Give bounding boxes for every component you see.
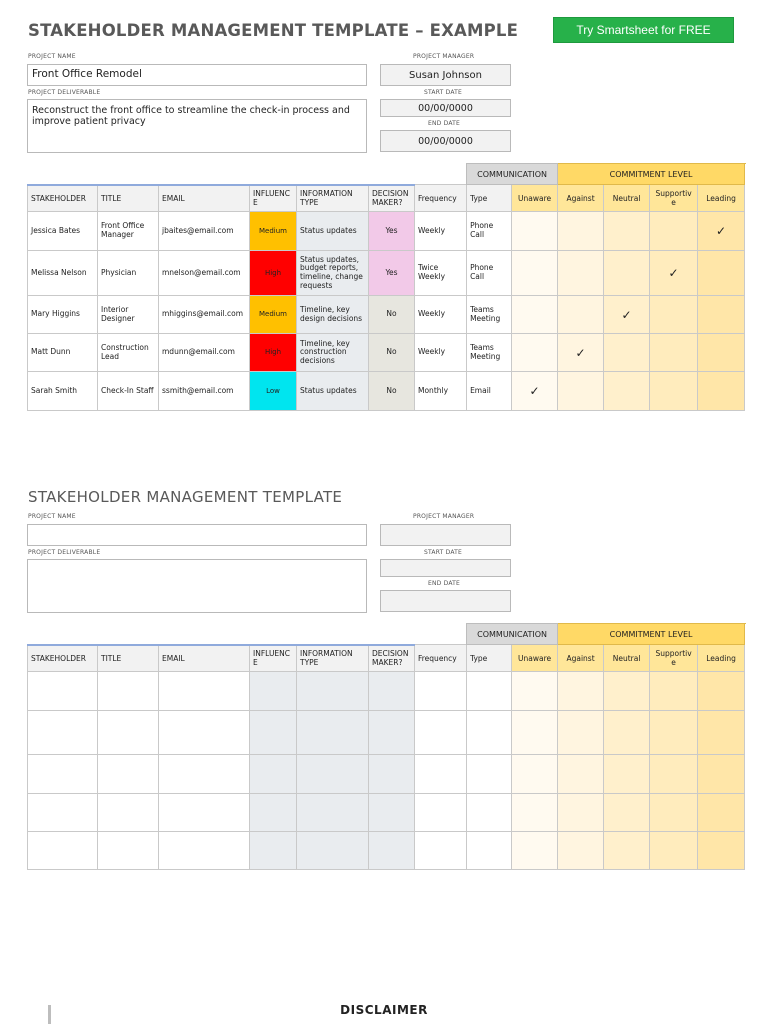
email-col-header: EMAIL [159,185,250,212]
stakeholder-cell[interactable] [28,711,98,755]
title-cell[interactable] [98,832,159,870]
table-row [28,672,745,711]
template-end-date-field[interactable] [380,590,511,612]
check-mark-icon: ✓ [668,266,679,280]
influence-col-header: INFLUENC E [250,645,297,672]
email-cell[interactable]: mhiggins@email.com [159,296,250,334]
template-start-date-label: START DATE [424,549,463,556]
neutral-cell[interactable] [604,251,650,296]
table-row [28,296,745,334]
project-deliverable-label: PROJECT DELIVERABLE [28,89,101,96]
against-cell[interactable] [558,711,604,755]
communication-group-header: COMMUNICATION [467,164,558,185]
check-mark-icon: ✓ [575,345,586,360]
information-type-cell[interactable]: Status updates, budget reports, timeline, change requests [297,251,369,296]
decision-maker-cell[interactable] [369,672,415,711]
table-row [28,832,745,870]
leading-cell[interactable] [698,212,745,251]
neutral-cell[interactable] [604,372,650,411]
frequency-cell[interactable]: Weekly [415,334,467,372]
leading-cell[interactable] [698,832,745,870]
neutral-cell[interactable] [604,296,650,334]
example-title: STAKEHOLDER MANAGEMENT TEMPLATE – EXAMPLE [28,21,519,40]
influence-cell[interactable]: High [250,251,297,296]
against-cell[interactable] [558,794,604,832]
title-cell[interactable] [98,794,159,832]
supportive-col-header: Supportiv e [650,185,698,212]
frequency-cell[interactable] [415,672,467,711]
email-cell[interactable]: mnelson@email.com [159,251,250,296]
information-type-col-header: INFORMATION TYPE [297,645,369,672]
stakeholder-cell[interactable]: Mary Higgins [28,296,98,334]
disclaimer-heading: DISCLAIMER [340,1003,428,1017]
start-date-field[interactable]: 00/00/0000 [380,99,511,117]
neutral-cell[interactable] [604,212,650,251]
unaware-cell[interactable] [512,832,558,870]
leading-cell[interactable] [698,711,745,755]
stakeholder-cell[interactable] [28,832,98,870]
template-project-deliverable-field[interactable] [27,559,367,613]
influence-cell[interactable] [250,794,297,832]
influence-cell[interactable] [250,711,297,755]
stakeholder-col-header: STAKEHOLDER [28,185,98,212]
unaware-cell[interactable] [512,672,558,711]
leading-col-header: Leading [698,185,745,212]
title-cell[interactable]: Physician [98,251,159,296]
type-cell[interactable] [467,672,512,711]
frequency-cell[interactable]: Weekly [415,212,467,251]
decision-maker-col-header: DECISION MAKER? [369,645,415,672]
supportive-cell[interactable] [650,296,698,334]
title-cell[interactable]: Interior Designer [98,296,159,334]
table-row [28,251,745,296]
stakeholder-col-header: STAKEHOLDER [28,645,98,672]
email-col-header: EMAIL [159,645,250,672]
check-mark-icon: ✓ [716,224,727,238]
against-cell[interactable] [558,832,604,870]
neutral-cell[interactable] [604,711,650,755]
table-row [28,372,745,411]
neutral-cell[interactable] [604,794,650,832]
frequency-col-header: Frequency [415,185,467,212]
check-mark-icon: ✓ [621,307,632,322]
decision-maker-cell[interactable]: Yes [369,251,415,296]
unaware-col-header: Unaware [512,645,558,672]
email-cell[interactable] [159,672,250,711]
email-cell[interactable]: ssmith@email.com [159,372,250,411]
frequency-cell[interactable]: Weekly [415,296,467,334]
decision-maker-col-header: DECISION MAKER? [369,185,415,212]
template-project-name-label: PROJECT NAME [28,513,76,520]
template-end-date-label: END DATE [428,580,461,587]
email-cell[interactable] [159,755,250,794]
unaware-cell[interactable] [512,296,558,334]
influence-cell[interactable]: Medium [250,212,297,251]
against-cell[interactable] [558,334,604,372]
type-cell[interactable]: Email [467,372,512,411]
template-start-date-field[interactable] [380,559,511,577]
frequency-cell[interactable] [415,832,467,870]
influence-cell[interactable]: Medium [250,296,297,334]
end-date-field[interactable]: 00/00/0000 [380,130,511,152]
leading-cell[interactable] [698,251,745,296]
neutral-col-header: Neutral [604,185,650,212]
leading-cell[interactable] [698,794,745,832]
decision-maker-cell[interactable] [369,794,415,832]
start-date-label: START DATE [424,89,463,96]
project-deliverable-field[interactable]: Reconstruct the front office to streamline the check-in process and improve patient privacy [27,99,367,153]
against-cell[interactable] [558,672,604,711]
neutral-cell[interactable] [604,832,650,870]
title-col-header: TITLE [98,185,159,212]
type-cell[interactable]: Phone Call [467,251,512,296]
unaware-cell[interactable] [512,334,558,372]
unaware-cell[interactable] [512,794,558,832]
influence-cell[interactable] [250,672,297,711]
unaware-cell[interactable] [512,711,558,755]
information-type-cell[interactable] [297,755,369,794]
stakeholder-table-example [27,163,745,411]
title-cell[interactable]: Check-In Staff [98,372,159,411]
leading-cell[interactable] [698,296,745,334]
against-cell[interactable] [558,372,604,411]
unaware-cell[interactable] [512,755,558,794]
information-type-cell[interactable]: Timeline, key design decisions [297,296,369,334]
stakeholder-cell[interactable] [28,672,98,711]
information-type-cell[interactable]: Status updates [297,212,369,251]
stakeholder-table-template [27,623,745,870]
check-mark-icon: ✓ [529,384,540,398]
decision-maker-cell[interactable] [369,755,415,794]
email-cell[interactable]: mdunn@email.com [159,334,250,372]
frequency-cell[interactable] [415,711,467,755]
template-project-name-field[interactable] [27,524,367,546]
leading-cell[interactable] [698,672,745,711]
supportive-cell[interactable] [650,672,698,711]
stakeholder-cell[interactable]: Matt Dunn [28,334,98,372]
frequency-cell[interactable]: Monthly [415,372,467,411]
unaware-col-header: Unaware [512,185,558,212]
stakeholder-cell[interactable] [28,755,98,794]
type-cell[interactable] [467,755,512,794]
email-cell[interactable] [159,832,250,870]
template-project-deliverable-label: PROJECT DELIVERABLE [28,549,101,556]
supportive-cell[interactable] [650,832,698,870]
email-cell[interactable] [159,794,250,832]
stakeholder-cell[interactable]: Melissa Nelson [28,251,98,296]
type-cell[interactable] [467,711,512,755]
supportive-cell[interactable] [650,251,698,296]
stakeholder-cell[interactable] [28,794,98,832]
title-cell[interactable] [98,711,159,755]
type-cell[interactable]: Teams Meeting [467,296,512,334]
information-type-cell[interactable] [297,832,369,870]
communication-group-header: COMMUNICATION [467,624,558,645]
leading-cell[interactable] [698,334,745,372]
supportive-cell[interactable] [650,755,698,794]
supportive-cell[interactable] [650,372,698,411]
table-row [28,755,745,794]
influence-cell[interactable] [250,755,297,794]
against-cell[interactable] [558,212,604,251]
unaware-cell[interactable] [512,251,558,296]
neutral-cell[interactable] [604,334,650,372]
influence-col-header: INFLUENC E [250,185,297,212]
email-cell[interactable] [159,711,250,755]
template-project-manager-label: PROJECT MANAGER [413,513,475,520]
influence-cell[interactable]: Low [250,372,297,411]
leading-cell[interactable] [698,755,745,794]
leading-cell[interactable] [698,372,745,411]
against-cell[interactable] [558,755,604,794]
influence-cell[interactable] [250,832,297,870]
against-col-header: Against [558,185,604,212]
leading-col-header: Leading [698,645,745,672]
template-project-manager-field[interactable] [380,524,511,546]
template-title: STAKEHOLDER MANAGEMENT TEMPLATE [28,488,343,506]
type-cell[interactable] [467,794,512,832]
project-name-field[interactable]: Front Office Remodel [27,64,367,86]
table-row [28,711,745,755]
information-type-cell[interactable]: Status updates [297,372,369,411]
end-date-label: END DATE [428,120,461,127]
type-cell[interactable] [467,832,512,870]
against-cell[interactable] [558,251,604,296]
unaware-cell[interactable] [512,212,558,251]
title-cell[interactable] [98,672,159,711]
supportive-col-header: Supportiv e [650,645,698,672]
commitment-level-group-header: COMMITMENT LEVEL [558,164,745,185]
unaware-cell[interactable] [512,372,558,411]
decision-maker-cell[interactable] [369,711,415,755]
commitment-level-group-header: COMMITMENT LEVEL [558,624,745,645]
decision-maker-cell[interactable] [369,832,415,870]
neutral-cell[interactable] [604,755,650,794]
decision-maker-cell[interactable]: No [369,372,415,411]
table-row [28,334,745,372]
stakeholder-cell[interactable]: Jessica Bates [28,212,98,251]
table-row [28,794,745,832]
information-type-cell[interactable] [297,794,369,832]
project-manager-field[interactable]: Susan Johnson [380,64,511,86]
frequency-cell[interactable]: Twice Weekly [415,251,467,296]
table-row [28,212,745,251]
title-col-header: TITLE [98,645,159,672]
title-cell[interactable]: Front Office Manager [98,212,159,251]
decision-maker-cell[interactable]: No [369,296,415,334]
supportive-cell[interactable] [650,212,698,251]
type-cell[interactable]: Teams Meeting [467,334,512,372]
title-cell[interactable] [98,755,159,794]
information-type-cell[interactable] [297,672,369,711]
influence-cell[interactable]: High [250,334,297,372]
title-cell[interactable]: Construction Lead [98,334,159,372]
type-col-header: Type [467,645,512,672]
stakeholder-cell[interactable]: Sarah Smith [28,372,98,411]
supportive-cell[interactable] [650,794,698,832]
supportive-cell[interactable] [650,711,698,755]
frequency-cell[interactable] [415,755,467,794]
email-cell[interactable]: jbaites@email.com [159,212,250,251]
information-type-col-header: INFORMATION TYPE [297,185,369,212]
neutral-cell[interactable] [604,672,650,711]
type-cell[interactable]: Phone Call [467,212,512,251]
decision-maker-cell[interactable]: No [369,334,415,372]
information-type-cell[interactable]: Timeline, key construction decisions [297,334,369,372]
information-type-cell[interactable] [297,711,369,755]
supportive-cell[interactable] [650,334,698,372]
project-manager-label: PROJECT MANAGER [413,53,475,60]
try-smartsheet-button[interactable]: Try Smartsheet for FREE [553,17,734,43]
against-cell[interactable] [558,296,604,334]
type-col-header: Type [467,185,512,212]
project-name-label: PROJECT NAME [28,53,76,60]
decision-maker-cell[interactable]: Yes [369,212,415,251]
frequency-cell[interactable] [415,794,467,832]
against-col-header: Against [558,645,604,672]
neutral-col-header: Neutral [604,645,650,672]
frequency-col-header: Frequency [415,645,467,672]
